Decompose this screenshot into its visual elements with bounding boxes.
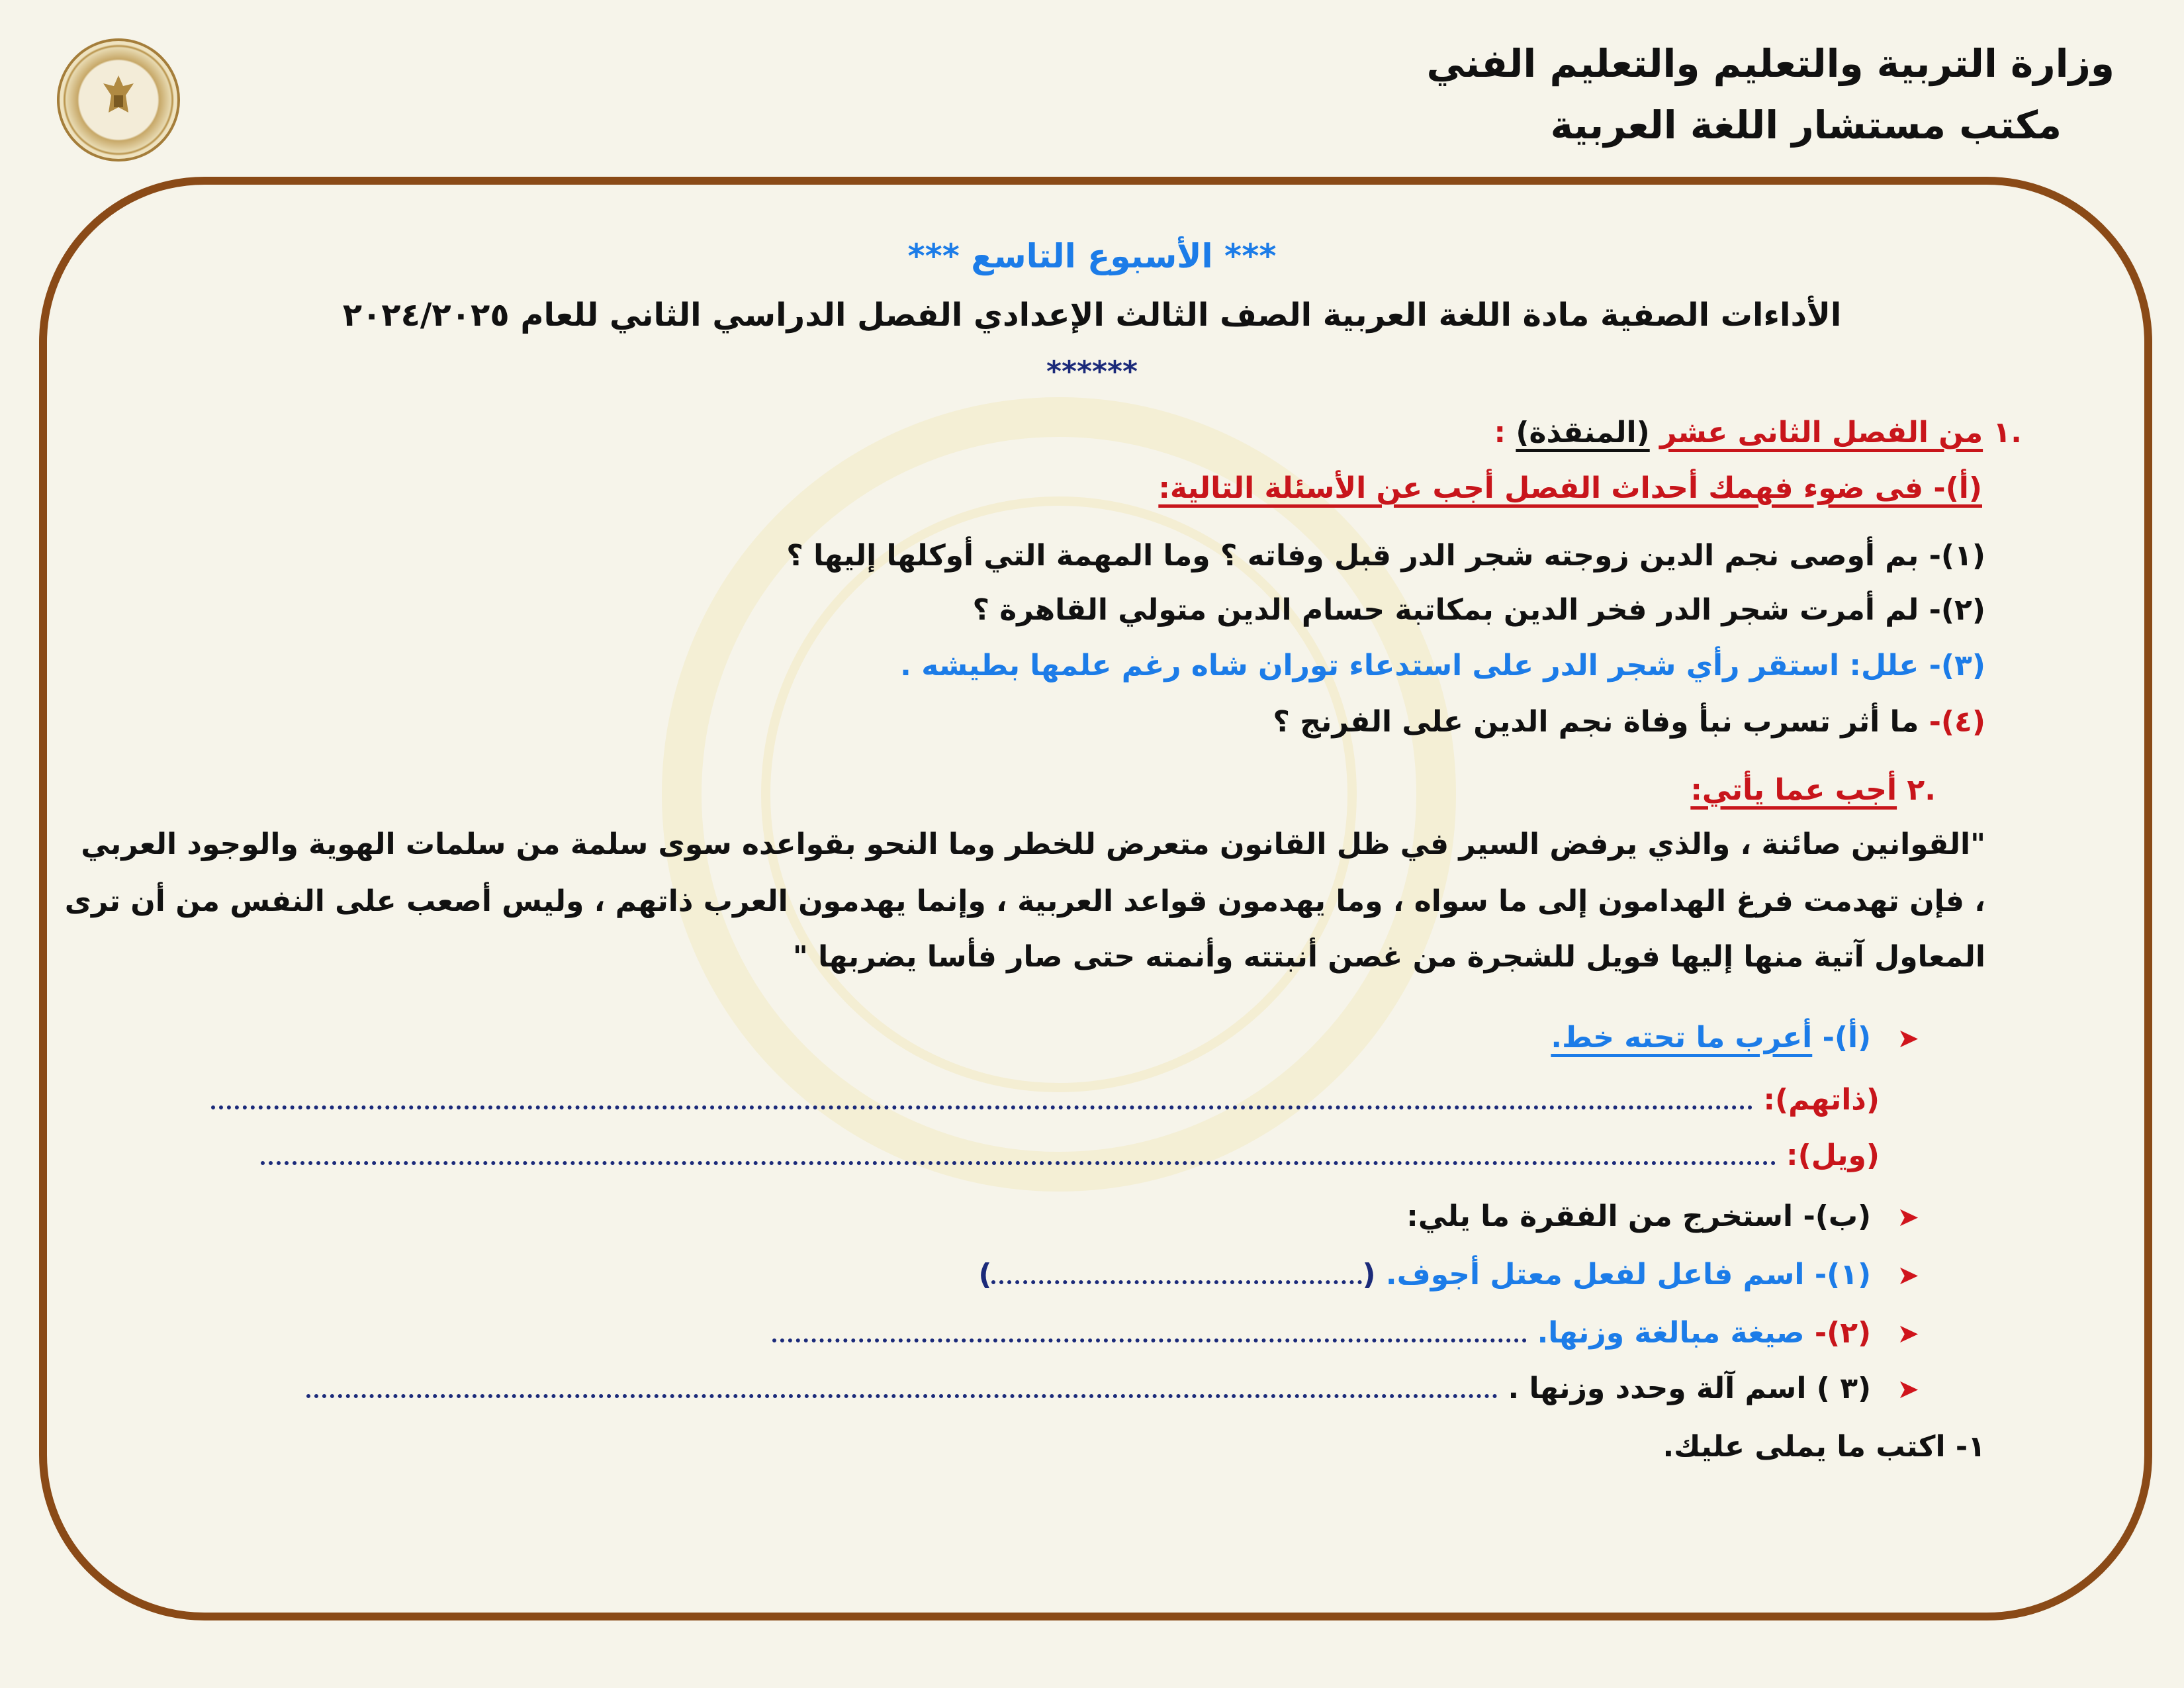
stars-divider: ******: [1046, 355, 1138, 389]
answer-line[interactable]: [261, 1148, 1776, 1165]
question-number: (١)-: [1929, 539, 1985, 573]
chapter-name: (المنقذة): [1516, 416, 1650, 449]
arrow-bullet-icon: ➤: [1897, 1319, 1919, 1349]
question-2: [972, 593, 1985, 627]
arrow-bullet-icon: ➤: [1897, 1374, 1919, 1405]
extract-text: اسم آلة وحدد وزنها .: [1508, 1372, 1807, 1405]
bracket: ): [978, 1258, 992, 1291]
dictation-instruction: [1662, 1430, 1985, 1464]
extract-text: صيغة مبالغة وزنها.: [1537, 1316, 1805, 1350]
answer-line[interactable]: [306, 1381, 1498, 1398]
arrow-bullet-icon: ➤: [1897, 1202, 1919, 1233]
parse-word-1: [211, 1083, 1880, 1117]
part-a-heading: (أ)- فى ضوء فهمك أحداث الفصل أجب عن الأسئلة التالية:: [1158, 471, 1982, 505]
part-a-number: (أ)-: [1822, 1021, 1872, 1055]
passage-line-3: المعاول آتية منها إليها فويل للشجرة من غصن أنبتته وأنمته حتى صار فأسا يضربها ": [792, 940, 1985, 974]
subtitle: الأداءات الصفية مادة اللغة العربية الصف الثالث الإعدادي الفصل الدراسي الثاني للعام ٢٠٢٤/٢٠٢٥: [342, 297, 1842, 334]
parse-word-label: (ذاتهم):: [1763, 1083, 1880, 1117]
parse-word-label: (ويل):: [1786, 1139, 1880, 1172]
part-b-extract: [1406, 1199, 1919, 1233]
bracket: (: [1362, 1258, 1376, 1291]
office-name: مكتب مستشار اللغة العربية: [1550, 103, 2062, 148]
part-a-parse: [1551, 1021, 1919, 1055]
answer-line[interactable]: [772, 1325, 1527, 1342]
question-text: علل: استقر رأي شجر الدر على استدعاء توران شاه رغم علمها بطيشه .: [900, 649, 1919, 682]
parse-word-2: [261, 1139, 1880, 1172]
passage-line-1: "القوانين صائنة ، والذي يرفض السير في ظل القانون متعرض للخطر وما النحو بقواعده سوى سلمة من سلمات الهوية والوجود العربي: [81, 827, 1985, 861]
extract-3: [306, 1372, 1919, 1405]
question-text: ما أثر تسرب نبأ وفاة نجم الدين على الفرنج ؟: [1273, 705, 1919, 739]
week-title: *** الأسبوع التاسع ***: [907, 237, 1277, 275]
dictation-text: اكتب ما يملى عليك.: [1662, 1430, 1946, 1464]
section1-colon: :: [1494, 416, 1506, 449]
eagle-emblem-icon: [99, 73, 138, 126]
question-1: [786, 539, 1985, 573]
section1-number: .١: [1993, 416, 2022, 449]
question-4: [1273, 705, 1985, 739]
extract-text: اسم فاعل لفعل معتل أجوف.: [1385, 1258, 1805, 1291]
answer-line[interactable]: [991, 1267, 1362, 1284]
extract-number: (٣ ): [1816, 1372, 1872, 1405]
question-number: (٢)-: [1929, 593, 1985, 627]
part-b-number: (ب)-: [1803, 1199, 1872, 1233]
question-text: بم أوصى نجم الدين زوجته شجر الدر قبل وفاته ؟ وما المهمة التي أوكلها إليها ؟: [786, 539, 1919, 573]
ministry-name: وزارة التربية والتعليم والتعليم الفني: [1426, 41, 2115, 86]
section1-title: من الفصل الثانى عشر: [1660, 416, 1983, 449]
question-text: لم أمرت شجر الدر فخر الدين بمكاتبة حسام الدين متولي القاهرة ؟: [972, 593, 1919, 627]
arrow-bullet-icon: ➤: [1897, 1023, 1919, 1054]
extract-2: [772, 1316, 1919, 1350]
extract-1: [978, 1258, 1919, 1291]
question-3: [900, 649, 1985, 682]
answer-line[interactable]: [211, 1092, 1753, 1109]
part-a-text: أعرب ما تحته خط.: [1551, 1021, 1813, 1055]
extract-number: (٢)-: [1814, 1316, 1872, 1350]
section1-heading: [1494, 416, 2022, 449]
section2-number: .٢: [1907, 773, 1936, 807]
extract-number: (١)-: [1814, 1258, 1872, 1291]
arrow-bullet-icon: ➤: [1897, 1260, 1919, 1291]
passage-line-2: ، فإن تهدمت فرغ الهدامون إلى ما سواه ، وما يهدمون قواعد العربية ، وإنما يهدمون العرب ذاتهم ، وليس أصعب على النفس من أن ترى: [64, 884, 1985, 918]
question-number: (٣)-: [1929, 649, 1985, 682]
question-number: (٤)-: [1929, 705, 1985, 739]
section2-heading: [1690, 773, 1936, 807]
part-b-text: استخرج من الفقرة ما يلي:: [1406, 1199, 1794, 1233]
section2-title: أجب عما يأتي:: [1690, 773, 1897, 807]
dictation-number: ١-: [1955, 1430, 1985, 1464]
